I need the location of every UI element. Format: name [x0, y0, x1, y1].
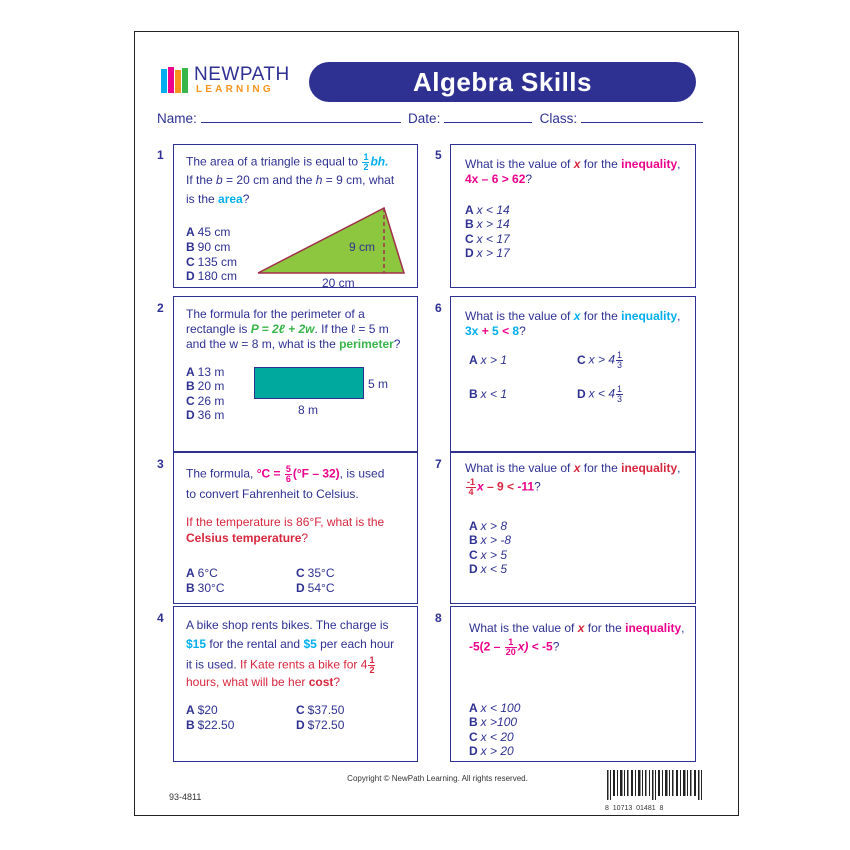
denominator: 2: [363, 162, 369, 172]
answer-option-b[interactable]: B x >100: [469, 715, 518, 729]
expression: – 9 <: [483, 479, 518, 494]
text: What is the value of: [469, 621, 578, 635]
answer-option-c[interactable]: C $37.50: [296, 703, 345, 717]
worksheet: [134, 31, 739, 816]
answer-option-d[interactable]: D 54°C: [296, 581, 335, 595]
question-number: 6: [435, 301, 442, 315]
text: = 20 cm and the: [222, 173, 316, 187]
question-box-5: [450, 144, 696, 288]
question-line: If the temperature is 86°F, what is the: [186, 515, 385, 529]
answer-option-b[interactable]: B 90 cm: [186, 240, 231, 254]
numerator: 1: [505, 638, 517, 648]
fraction: [285, 465, 292, 484]
answer-option-d[interactable]: D x < 4 $\frac{1}{3}$: [577, 384, 623, 404]
text: for the rental and: [206, 637, 304, 651]
logo-top-text: NEWPATH: [194, 64, 290, 85]
expression: -5(2 –: [469, 639, 504, 654]
answer-option-c[interactable]: C x > 5: [469, 548, 508, 562]
text: ?: [301, 531, 309, 545]
text: hours, what will be her: [186, 675, 309, 689]
keyword: perimeter: [339, 337, 394, 351]
fraction: [368, 656, 375, 675]
formula: P = 2ℓ + 2w: [250, 322, 315, 336]
question-number: 8: [435, 611, 442, 625]
text: rectangle is: [186, 322, 251, 336]
barcode-icon: [605, 770, 713, 800]
question-text: What is the value of x for the inequality, $\frac{-1}{4}$ x – 9 < -11?: [465, 461, 681, 497]
question-box-8: [450, 606, 696, 762]
text: for the: [584, 621, 626, 635]
question-line: to convert Fahrenheit to Celsius.: [186, 487, 359, 501]
text: = 9 cm, what: [322, 173, 395, 187]
question-box-1: [173, 144, 418, 288]
var-h: h: [315, 173, 323, 187]
answer-option-b[interactable]: B x > -8: [469, 533, 512, 547]
question-box-4: [173, 606, 418, 762]
answer-option-a[interactable]: A x < 14: [465, 203, 510, 217]
answer-option-c[interactable]: C 26 m: [186, 394, 225, 408]
barcode-digits: 8 10713 01481 8: [605, 805, 664, 812]
denominator: 6: [285, 474, 291, 484]
question-line: The formula for the perimeter of a: [186, 307, 365, 321]
answer-option-c[interactable]: C x < 17: [465, 232, 510, 246]
answer-option-b[interactable]: B x > 14: [465, 217, 510, 231]
expression: 3x: [465, 324, 479, 338]
text: . If the ℓ = 5 m: [314, 322, 389, 336]
expression: 5: [492, 324, 499, 338]
answer-option-b[interactable]: B x < 1: [469, 387, 508, 401]
var-x: x: [577, 621, 585, 635]
answer-option-d[interactable]: D 36 m: [186, 408, 225, 422]
product-code: 93-4811: [169, 792, 202, 802]
text: ?: [333, 675, 341, 689]
height-label: 9 cm: [349, 240, 376, 254]
question-text: What is the value of x for the inequality, 3x + 5 < 8?: [465, 309, 681, 338]
question-number: 5: [435, 148, 442, 162]
bottom-label: 8 m: [298, 403, 319, 417]
text: What is the value of: [465, 461, 574, 475]
answer-option-d[interactable]: D x > 17: [465, 246, 510, 260]
text: What is the value of: [465, 157, 574, 171]
keyword: inequality: [621, 461, 678, 475]
question-box-3: [173, 452, 418, 604]
expression: 4x – 6 > 62: [465, 172, 526, 186]
keyword: inequality: [621, 157, 678, 171]
answer-option-c[interactable]: C 35°C: [296, 566, 335, 580]
newpath-logo: [160, 64, 300, 98]
info-line: [157, 111, 703, 126]
fraction: [505, 638, 517, 657]
numerator: 1: [369, 655, 375, 665]
expression: 8: [512, 324, 520, 338]
text: ?: [519, 324, 526, 338]
answer-option-d[interactable]: D x < 5: [469, 562, 508, 576]
text: If Kate rents a bike for 4: [240, 657, 368, 672]
answer-option-d[interactable]: D 180 cm: [186, 269, 238, 283]
text: for the: [580, 157, 622, 171]
numerator: 1: [363, 152, 369, 162]
answer-option-b[interactable]: B 30°C: [186, 581, 225, 595]
formula-term: bh.: [370, 154, 389, 169]
answer-option-a[interactable]: A x < 100: [469, 701, 521, 715]
fraction: [362, 153, 369, 172]
text: per each hour: [316, 637, 395, 651]
answer-option-d[interactable]: D $72.50: [296, 718, 345, 732]
question-number: 2: [157, 301, 164, 315]
date-label: Date:: [408, 111, 441, 126]
name-field[interactable]: [201, 111, 401, 123]
question-box-6: [450, 296, 696, 452]
question-number: 4: [157, 611, 164, 625]
answer-option-c[interactable]: C 135 cm: [186, 255, 238, 269]
answer-option-a[interactable]: A $20: [186, 703, 218, 717]
side-label: 5 m: [368, 377, 389, 391]
text: If the: [186, 173, 217, 187]
rectangle-diagram: [254, 367, 364, 399]
text: and the w = 8 m, what is the: [186, 337, 340, 351]
question-box-7: [450, 452, 696, 604]
denominator: 20: [505, 647, 516, 657]
expression: -11: [517, 479, 535, 494]
var-b: b: [216, 173, 223, 187]
question-text: [186, 153, 414, 207]
class-field[interactable]: [581, 111, 703, 123]
var-x: x: [573, 309, 581, 323]
expression: < -5: [528, 639, 553, 654]
fraction: $\frac{1}{3}$: [617, 384, 623, 404]
text: The formula,: [186, 466, 257, 481]
numerator: -1: [467, 477, 476, 487]
text: ?: [242, 192, 250, 206]
text: is the: [186, 192, 219, 206]
question-number: 7: [435, 457, 442, 471]
keyword: area: [218, 192, 243, 206]
question-line: The area of a triangle is equal to: [186, 154, 359, 169]
copyright-text: Copyright © NewPath Learning. All rights reserved.: [347, 774, 528, 783]
logo-bottom-text: LEARNING: [196, 84, 274, 95]
base-label: 20 cm: [322, 276, 355, 288]
price: $15: [186, 637, 207, 651]
answer-option-a[interactable]: A x > 8: [469, 519, 508, 533]
text: ?: [552, 639, 560, 654]
text: for the: [580, 309, 622, 323]
expression: x: [477, 479, 484, 494]
expression: +: [478, 324, 493, 338]
answer-option-b[interactable]: B 20 m: [186, 379, 225, 393]
text: for the: [580, 461, 622, 475]
var-x: x: [573, 157, 581, 171]
keyword: inequality: [625, 621, 682, 635]
expression: <: [498, 324, 513, 338]
books-icon: [160, 66, 190, 94]
answer-option-c[interactable]: C x < 20: [469, 730, 514, 744]
formula-part: (°F – 32): [292, 466, 340, 481]
formula-part: °C =: [256, 466, 284, 481]
price: $5: [303, 637, 317, 651]
answer-option-a[interactable]: A x > 1: [469, 353, 508, 367]
answer-option-b[interactable]: B $22.50: [186, 718, 235, 732]
question-line: A bike shop rents bikes. The charge is: [186, 618, 389, 632]
expression: x): [517, 639, 529, 654]
class-label: Class:: [539, 111, 578, 126]
denominator: 4: [468, 487, 474, 497]
keyword: cost: [308, 675, 334, 689]
fraction: [466, 478, 476, 497]
text: ?: [393, 337, 401, 351]
numerator: 5: [285, 464, 291, 474]
fraction: $\frac{1}{3}$: [617, 350, 623, 370]
date-field[interactable]: [444, 111, 532, 123]
page-title: Algebra Skills: [309, 62, 696, 102]
keyword: Celsius temperature: [186, 531, 302, 545]
text: , is used: [339, 466, 385, 481]
var-x: x: [573, 461, 581, 475]
question-box-2: [173, 296, 418, 452]
answer-option-a[interactable]: A 45 cm: [186, 225, 231, 239]
keyword: inequality: [621, 309, 678, 323]
text: it is used.: [186, 657, 241, 672]
answer-option-d[interactable]: D x > 20: [469, 744, 514, 758]
question-text: What is the value of x for the inequality, -5(2 – $\frac{1}{20}$ x) < -5?: [469, 621, 685, 657]
denominator: 2: [369, 665, 375, 675]
triangle-diagram: [254, 203, 414, 288]
answer-option-a[interactable]: A 13 m: [186, 365, 225, 379]
text: What is the value of: [465, 309, 574, 323]
text: ?: [525, 172, 533, 186]
question-number: 1: [157, 148, 164, 162]
question-text: [186, 465, 416, 546]
question-text: What is the value of x for the inequality, 4x – 6 > 62?: [465, 157, 681, 186]
answer-option-c[interactable]: C x > 4 $\frac{1}{3}$: [577, 350, 623, 370]
name-label: Name:: [157, 111, 197, 126]
answer-option-a[interactable]: A 6°C: [186, 566, 218, 580]
question-text: [186, 618, 416, 690]
question-number: 3: [157, 457, 164, 471]
question-text: [186, 307, 416, 352]
text: ?: [534, 479, 541, 494]
barcode: [605, 770, 713, 810]
